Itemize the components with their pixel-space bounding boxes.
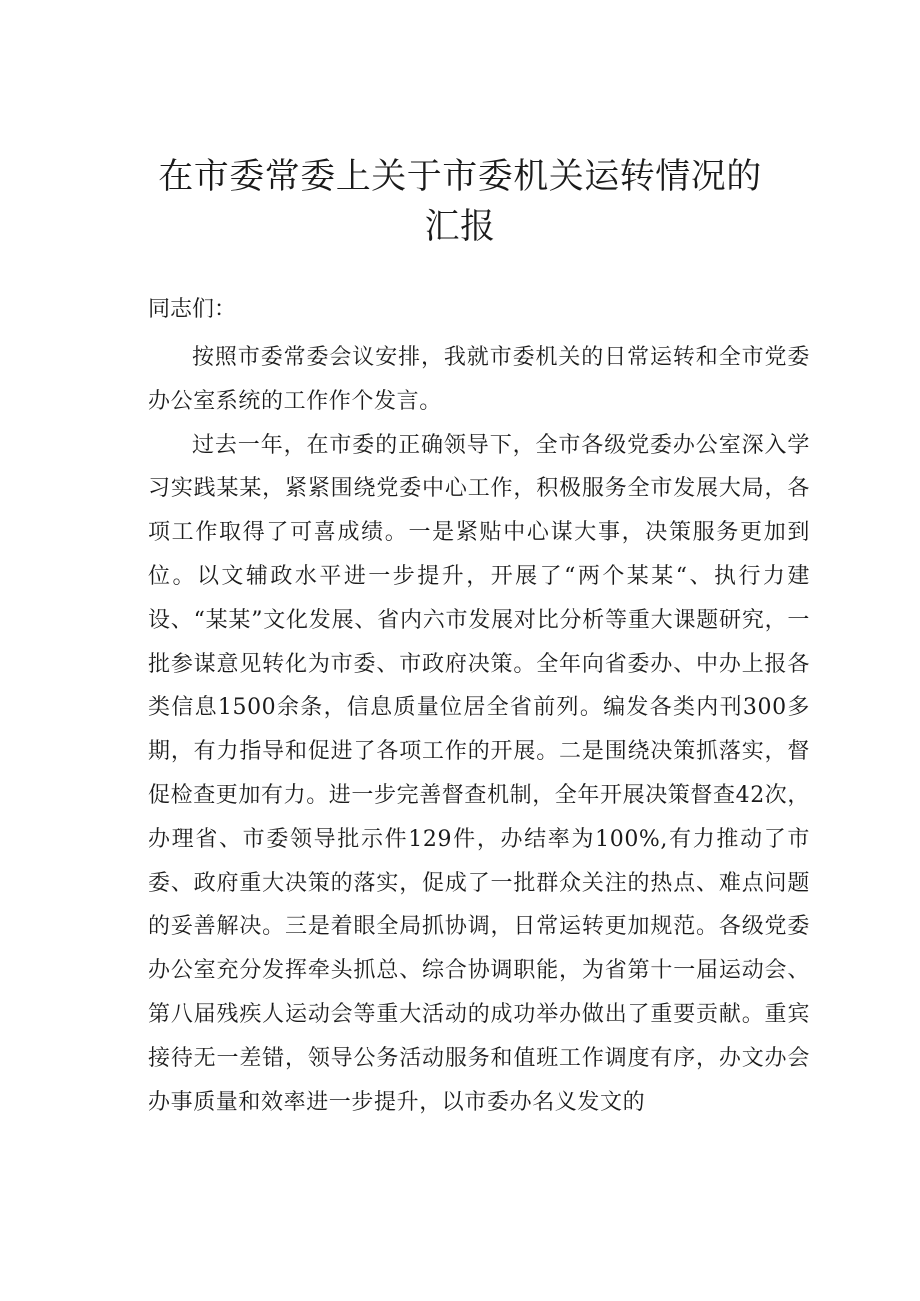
- document-body: [148, 336, 810, 1124]
- body-paragraph: 按照市委常委会议安排，我就市委机关的日常运转和全市党委办公室系统的工作作个发言。: [148, 345, 810, 414]
- document-title: [120, 152, 800, 252]
- title-line-1: 在市委常委上关于市委机关运转情况的: [158, 157, 762, 197]
- title-line-2: 汇报: [424, 207, 496, 247]
- body-paragraph: 过去一年，在市委的正确领导下，全市各级党委办公室深入学习实践某某，紧紧围绕党委中心工作，积极服务全市发展大局，各项工作取得了可喜成绩。一是紧贴中心谋大事，决策服务更加到位。以文辅政水平进一步提升，开展了“两个某某“、执行力建设、“某某”文化发展、省内六市发展对比分析等重大课题研究，一批参谋意见转化为市委、市政府决策。全年向省委办、中办上报各类信息1500余条，信息质量位居全省前列。编发各类内刊300多期，有力指导和促进了各项工作的开展。二是围绕决策抓落实，督促检查更加有力。进一步完善督查机制，全年开展决策督查42次，办理省、市委领导批示件129件，办结率为100%,有力推动了市委、政府重大决策的落实，促成了一批群众关注的热点、难点问题的妥善解决。三是着眼全局抓协调，日常运转更加规范。各级党委办公室充分发挥牵头抓总、综合协调职能，为省第十一届运动会、第八届残疾人运动会等重大活动的成功举办做出了重要贡献。重宾接待无一差错，领导公务活动服务和值班工作调度有序，办文办会办事质量和效率进一步提升，以市委办名义发文的: [148, 432, 810, 1115]
- salutation: 同志们：: [148, 297, 237, 322]
